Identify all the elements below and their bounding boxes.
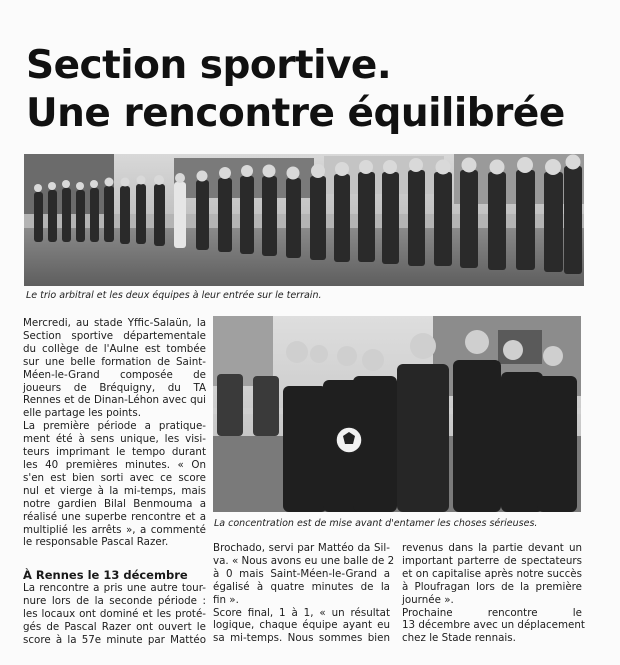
text-line: le responsable Pascal Razer. <box>23 536 169 549</box>
text-line: notre gardien Bilal Benmouma a <box>23 497 206 510</box>
text-line: égalisé à quatre minutes de la <box>213 580 390 593</box>
top-photo-caption: Le trio arbitral et les deux équipes à leur entrée sur le terrain. <box>26 290 322 301</box>
text-line: du collège de l'Aulne est tombée <box>23 342 206 355</box>
team-lineup-photo <box>24 154 584 286</box>
text-line: journée ». <box>402 593 454 606</box>
article-column-1 <box>23 317 206 549</box>
text-line: teurs imprimant le tempo durant <box>23 446 206 459</box>
text-line: 13 décembre avec un déplacement <box>402 619 585 632</box>
text-line: nure lors de la seconde période : <box>23 594 206 607</box>
text-line: logique, chaque équipe ayant eu <box>213 619 390 632</box>
middle-photo-caption: La concentration est de mise avant d'entamer les choses sérieuses. <box>214 518 538 529</box>
text-line: score à la 57e minute par Mattéo <box>23 633 206 646</box>
text-line: Prochaine rencontre le <box>402 606 582 619</box>
text-line: joueurs de Bréquigny, du TA <box>23 381 206 394</box>
text-line: fin ». <box>213 593 239 606</box>
text-line: sa mi-temps. Nous sommes bien <box>213 632 390 645</box>
article-column-3 <box>402 542 585 645</box>
headline-line-1: Section sportive. <box>26 43 392 88</box>
headline <box>26 42 565 138</box>
text-line: chez le Stade rennais. <box>402 632 516 645</box>
text-line: gés de Pascal Razer ont ouvert le <box>23 620 206 633</box>
text-line: La première période a pratique- <box>23 420 206 433</box>
text-line: Section sportive départementale <box>23 329 206 342</box>
text-line: Rennes et de Dinan-Léhon avec qui <box>23 394 206 407</box>
text-line: elle partage les points. <box>23 407 141 420</box>
text-line: Brochado, servi par Mattéo da Sil- <box>213 542 390 554</box>
text-line: Score final, 1 à 1, « un résultat <box>213 606 390 619</box>
text-line: Mercredi, au stade Yffic-Salaün, la <box>23 317 206 329</box>
team-lineup-illustration <box>24 154 584 286</box>
text-line: et on capitalise après notre succès <box>402 567 582 580</box>
article-column-2 <box>213 542 395 645</box>
text-line: les locaux ont dominé et les proté- <box>23 607 206 620</box>
text-line: important parterre de spectateurs <box>402 554 582 567</box>
players-concentration-illustration <box>213 316 581 512</box>
article-column-1-continued <box>23 582 206 647</box>
text-line: nul et vierge à la mi-temps, mais <box>23 484 206 497</box>
text-line: réalisé une superbe rencontre et a <box>23 510 206 523</box>
text-line: à Ploufragan lors de la première <box>402 580 582 593</box>
text-line: La rencontre a pris une autre tour- <box>23 582 206 594</box>
players-concentration-photo <box>213 316 581 512</box>
text-line: à 0 mais Saint-Méen-le-Grand a <box>213 567 390 580</box>
text-line: s'en est bien sorti avec ce score <box>23 471 206 484</box>
text-line: sur une belle formation de Saint- <box>23 355 206 368</box>
text-line: va. « Nous avons eu une balle de 2 <box>213 554 395 567</box>
text-line: ment été à sens unique, les visi- <box>23 433 206 446</box>
text-line: revenus dans la partie devant un <box>402 542 582 554</box>
subheading: À Rennes le 13 décembre <box>23 568 188 582</box>
text-line: les 40 premières minutes. « On <box>23 458 206 471</box>
text-line: Méen-le-Grand composée de <box>23 368 206 381</box>
text-line: multiplié les arrêts », a commenté <box>23 523 206 536</box>
headline-line-2: Une rencontre équilibrée <box>26 91 565 136</box>
